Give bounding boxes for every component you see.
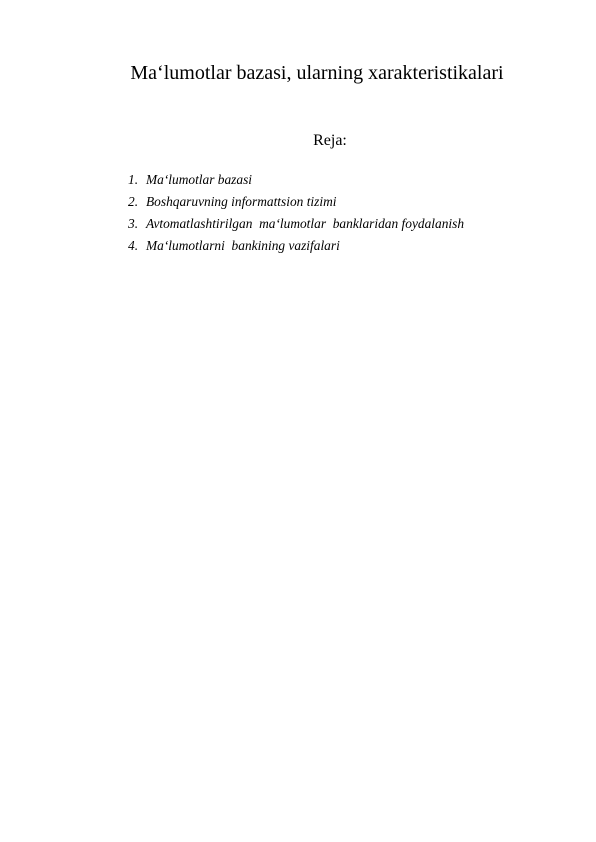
plan-list: [128, 169, 464, 257]
plan-item-number: 4.: [128, 238, 139, 253]
plan-item-number: 1.: [128, 172, 139, 187]
plan-item-text: Boshqaruvning informattsion tizimi: [146, 194, 337, 209]
plan-item: [128, 235, 464, 257]
plan-item: [128, 169, 464, 191]
plan-item: [128, 213, 464, 235]
plan-item-number: 3.: [128, 216, 139, 231]
plan-item-text: Ma‘lumotlar bazasi: [146, 172, 253, 187]
document-title: Ma‘lumotlar bazasi, ularning xarakteristikalari: [130, 62, 504, 84]
plan-item-number: 2.: [128, 194, 139, 209]
plan-item: [128, 191, 464, 213]
plan-item-text: Ma‘lumotlarni bankining vazifalari: [146, 238, 340, 253]
plan-heading: Reja:: [313, 132, 347, 149]
plan-item-text: Avtomatlashtirilgan ma‘lumotlar banklaridan foydalanish: [146, 216, 465, 231]
